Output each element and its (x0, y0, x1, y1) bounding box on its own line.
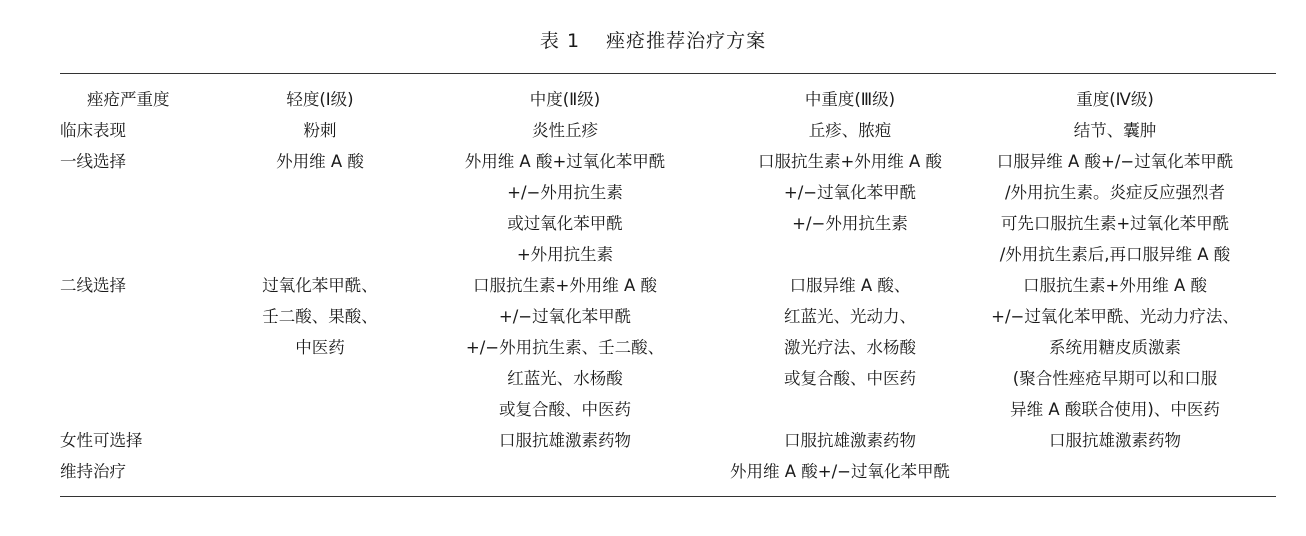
table-title: 痤疮推荐治疗方案 (606, 30, 767, 52)
table-cell (960, 425, 1270, 456)
maintenance-text: 外用维 A 酸+/−过氧化苯甲酰 (730, 462, 950, 481)
cell-line: +/−外用抗生素 (792, 214, 908, 233)
cell-line: 炎性丘疹 (532, 121, 598, 140)
table-cell (410, 270, 720, 425)
top-rule (60, 73, 1276, 74)
cell-line: 口服抗雄激素药物 (499, 431, 631, 450)
cell-line: +外用抗生素 (516, 245, 614, 264)
row-label: 维持治疗 (60, 462, 126, 481)
cell-line: 口服异维 A 酸+/−过氧化苯甲酰 (996, 152, 1234, 171)
table-cell (960, 115, 1270, 146)
bottom-rule (60, 496, 1276, 497)
table-number: 表 1 (539, 30, 581, 52)
table-cell (700, 270, 1000, 394)
cell-line: 系统用糖皮质激素 (1049, 338, 1181, 357)
table-cell (410, 425, 720, 456)
cell-line: 或复合酸、中医药 (784, 369, 916, 388)
cell-line: 外用维 A 酸+过氧化苯甲酰 (464, 152, 666, 171)
cell-line: /外用抗生素后,再口服异维 A 酸 (999, 245, 1231, 264)
row-label: 临床表现 (60, 121, 126, 140)
cell-line: /外用抗生素。炎症反应强烈者 (1004, 183, 1226, 202)
cell-line: 口服抗生素+外用维 A 酸 (1022, 276, 1208, 295)
cell-line: 异维 A 酸联合使用)、中医药 (1010, 400, 1220, 419)
cell-line: 红蓝光、光动力、 (784, 307, 916, 326)
table-cell (960, 270, 1270, 425)
cell-line: 丘疹、脓疱 (808, 121, 892, 140)
table-cell (225, 146, 415, 177)
header-mild: 轻度(Ⅰ级) (286, 90, 354, 109)
cell-line: 口服抗生素+外用维 A 酸 (757, 152, 943, 171)
cell-line: +/−外用抗生素 (507, 183, 623, 202)
header-severity: 痤疮严重度 (87, 90, 170, 109)
cell-line: 可先口服抗生素+过氧化苯甲酰 (1000, 214, 1230, 233)
cell-line: (聚合性痤疮早期可以和口服 (1012, 369, 1218, 388)
cell-line: 口服抗雄激素药物 (1049, 431, 1181, 450)
row-label: 一线选择 (60, 152, 126, 171)
cell-line: 激光疗法、水杨酸 (784, 338, 916, 357)
header-severe: 重度(Ⅳ级) (1076, 90, 1154, 109)
cell-line: 外用维 A 酸 (276, 152, 364, 171)
cell-line: 口服抗雄激素药物 (784, 431, 916, 450)
table-cell (700, 425, 1000, 456)
row-label: 女性可选择 (60, 431, 143, 450)
header-moderate: 中度(Ⅱ级) (529, 90, 601, 109)
table-cell (410, 115, 720, 146)
table-cell (700, 146, 1000, 239)
table-cell (410, 146, 720, 270)
table-caption (0, 26, 1306, 53)
cell-line: 结节、囊肿 (1073, 121, 1157, 140)
table-cell (225, 115, 415, 146)
cell-line: +/−过氧化苯甲酰 (783, 183, 917, 202)
cell-line: 或复合酸、中医药 (499, 400, 631, 419)
cell-line: 壬二酸、果酸、 (262, 307, 378, 326)
cell-line: 粉刺 (303, 121, 337, 140)
cell-line: 过氧化苯甲酰、 (262, 276, 378, 295)
cell-line: +/−外用抗生素、壬二酸、 (465, 338, 665, 357)
table-cell (225, 270, 415, 363)
cell-line: +/−过氧化苯甲酰 (498, 307, 632, 326)
cell-line: 口服异维 A 酸、 (789, 276, 911, 295)
row-label: 二线选择 (60, 276, 126, 295)
cell-line: 中医药 (295, 338, 345, 357)
table-cell (700, 115, 1000, 146)
table-cell (960, 146, 1270, 270)
header-moderately-severe: 中重度(Ⅲ级) (804, 90, 896, 109)
cell-line: 口服抗生素+外用维 A 酸 (472, 276, 658, 295)
cell-line: 红蓝光、水杨酸 (507, 369, 623, 388)
cell-line: +/−过氧化苯甲酰、光动力疗法、 (991, 307, 1239, 326)
cell-line: 或过氧化苯甲酰 (507, 214, 623, 233)
